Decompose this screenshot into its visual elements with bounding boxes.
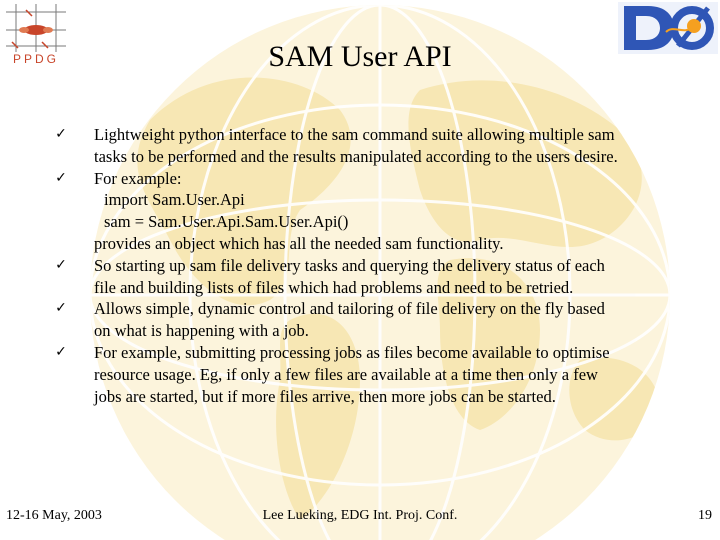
ppdg-logo-text: PPDG (12, 52, 59, 66)
check-icon: ✓ (55, 126, 67, 142)
bullet-text: So starting up sam file delivery tasks and querying the delivery status of each (94, 255, 605, 275)
bullet-item (52, 124, 692, 168)
code-line: sam = Sam.User.Api.Sam.User.Api() (104, 212, 349, 232)
footer-date: 12-16 May, 2003 (6, 508, 102, 523)
bullet-text: tasks to be performed and the results manipulated according to the users desire. (94, 146, 618, 166)
footer-author: Lee Lueking, EDG Int. Proj. Conf. (262, 508, 458, 523)
bullet-text: file and building lists of files which had problems and need to be retried. (94, 277, 574, 297)
bullet-text: on what is happening with a job. (94, 321, 309, 341)
bullet-list (52, 124, 692, 407)
bullet-text: For example: (94, 168, 182, 188)
check-icon: ✓ (55, 256, 67, 273)
slide-title: SAM User API (268, 40, 452, 73)
bullet-item (52, 255, 692, 299)
page-number: 19 (698, 508, 712, 523)
bullet-text: provides an object which has all the needed sam functionality. (94, 233, 504, 253)
bullet-text: For example, submitting processing jobs as files become available to optimise (94, 342, 610, 362)
bullet-text: Allows simple, dynamic control and tailoring of file delivery on the fly based (94, 299, 605, 319)
bullet-item (52, 168, 692, 255)
bullet-item (52, 342, 692, 407)
bullet-text: jobs are started, but if more files arrive, then more jobs can be started. (94, 386, 556, 406)
check-icon: ✓ (55, 343, 67, 360)
bullet-text: resource usage. Eg, if only a few files are available at a time then only a few (94, 364, 598, 384)
bullet-text: Lightweight python interface to the sam command suite allowing multiple sam (94, 125, 615, 144)
code-line: import Sam.User.Api (104, 190, 245, 210)
check-icon: ✓ (55, 300, 67, 317)
bullet-item (52, 298, 692, 342)
check-icon: ✓ (55, 169, 67, 186)
